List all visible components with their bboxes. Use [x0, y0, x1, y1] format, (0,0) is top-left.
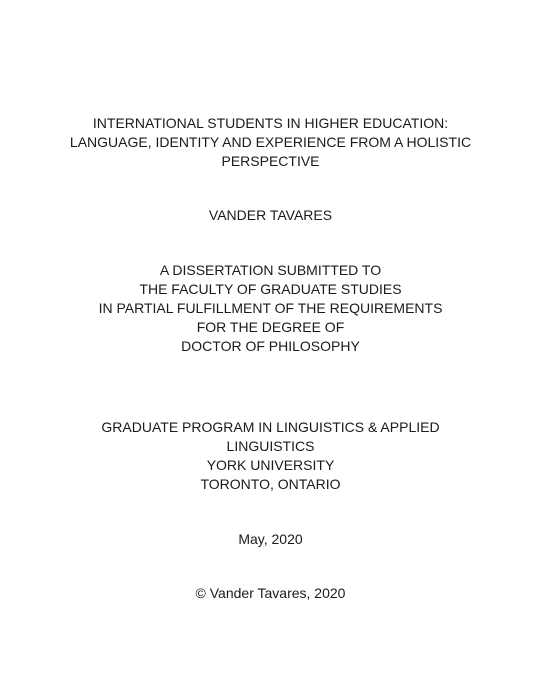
- submission-line: FOR THE DEGREE OF: [196, 319, 345, 335]
- author-line: VANDER TAVARES: [208, 207, 333, 223]
- program-institution: [40, 418, 501, 494]
- copyright-line: © Vander Tavares, 2020: [195, 585, 346, 601]
- title-line: LANGUAGE, IDENTITY AND EXPERIENCE FROM A HOLISTIC: [69, 134, 472, 150]
- program-line: LINGUISTICS: [226, 438, 315, 454]
- submission-statement: [40, 261, 501, 356]
- submission-line: A DISSERTATION SUBMITTED TO: [159, 262, 382, 278]
- submission-date: [40, 530, 501, 549]
- title-line: PERSPECTIVE: [221, 153, 320, 169]
- author-name: [40, 206, 501, 225]
- submission-line: DOCTOR OF PHILOSOPHY: [181, 338, 360, 354]
- program-line: GRADUATE PROGRAM IN LINGUISTICS & APPLIED: [101, 419, 440, 435]
- copyright-notice: [40, 584, 501, 603]
- dissertation-title: [40, 114, 501, 171]
- submission-line: THE FACULTY OF GRADUATE STUDIES: [139, 281, 402, 297]
- program-line: TORONTO, ONTARIO: [200, 476, 341, 492]
- submission-line: IN PARTIAL FULFILLMENT OF THE REQUIREMENTS: [98, 300, 443, 316]
- title-line: INTERNATIONAL STUDENTS IN HIGHER EDUCATION:: [92, 115, 449, 131]
- date-line: May, 2020: [238, 531, 303, 547]
- program-line: YORK UNIVERSITY: [206, 457, 335, 473]
